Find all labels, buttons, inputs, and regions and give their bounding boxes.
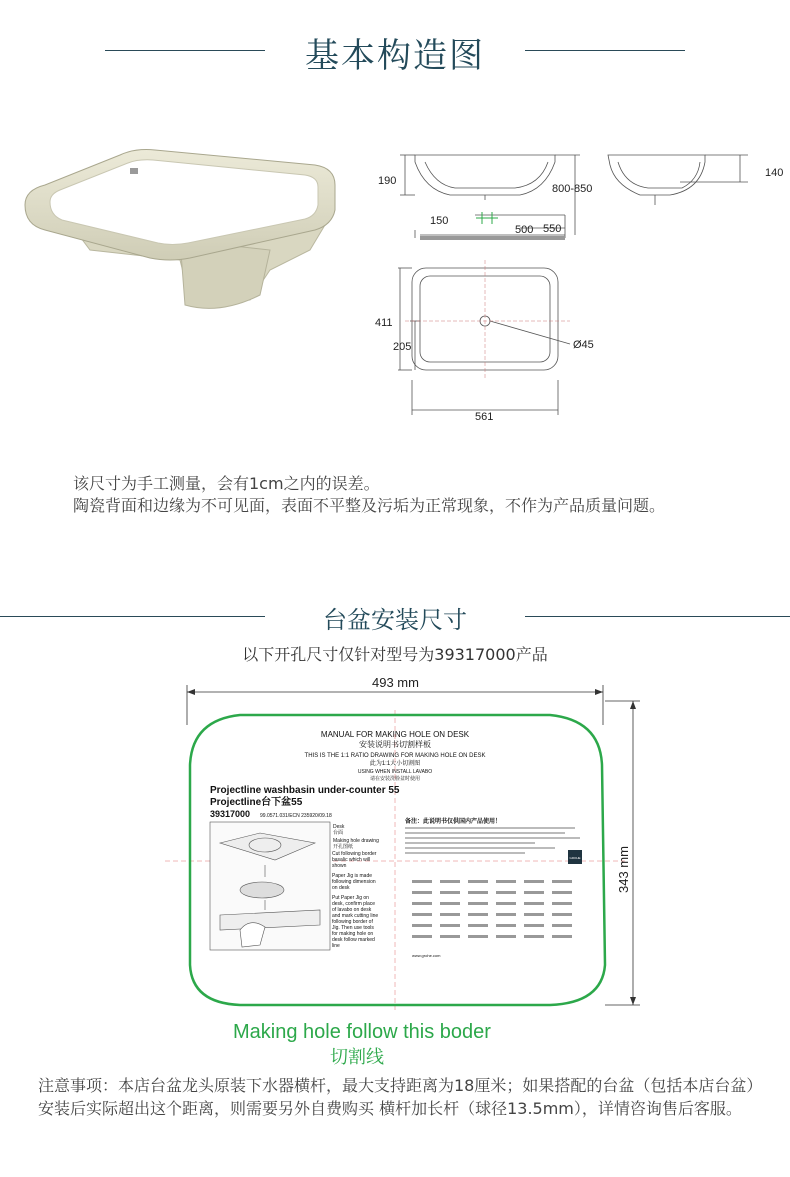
overflow-hole	[130, 168, 138, 174]
note-surface: 陶瓷背面和边缘为不可见面，表面不平整及污垢为正常现象，不作为产品质量问题。	[73, 496, 666, 515]
section1-title: 基本构造图	[305, 36, 485, 76]
icon-grid-cell	[552, 880, 572, 883]
icon-grid-cell	[468, 913, 488, 916]
icon-grid-cell	[440, 935, 460, 938]
icon-grid-cell	[524, 902, 544, 905]
icon-grid-cell	[440, 924, 460, 927]
using-en: USING WHEN INSTALL LAVABO	[357, 769, 433, 775]
product-code-ref: 99.0571.031/ECN 235920/09.18	[260, 813, 332, 819]
icon-grid-cell	[412, 891, 432, 894]
icon-grid-cell	[412, 935, 432, 938]
icon-grid-cell	[524, 880, 544, 883]
notice-lines	[405, 827, 580, 854]
step-put: Put Paper Jig on desk, confirm place of lavabo on desk and mark cutting line following border of Jig. Then use tools for making hole on desk follow marked line	[332, 895, 379, 949]
icon-grid-cell	[468, 891, 488, 894]
icon-grid-cell	[524, 935, 544, 938]
icon-grid-cell	[440, 913, 460, 916]
icon-grid-cell	[496, 880, 516, 883]
top-view-outer	[412, 268, 558, 370]
instruction-illustration	[210, 822, 330, 950]
dim-550: 550	[543, 223, 562, 235]
product-name-cn: Projectline台下盆55	[210, 797, 303, 808]
icon-grid-cell	[496, 913, 516, 916]
top-view-inner	[420, 276, 550, 362]
icon-grid-cell	[552, 935, 572, 938]
step-drawing: Making hole drawing	[333, 838, 379, 844]
brand-text: GROHE	[569, 856, 581, 860]
front-view-outline	[415, 155, 555, 195]
grohe-url: www.grohe.com	[412, 953, 441, 958]
icon-grid-cell	[552, 913, 572, 916]
dim-561: 561	[475, 411, 494, 423]
dim-800-850: 800-850	[552, 183, 593, 195]
width-label: 493 mm	[372, 675, 419, 690]
section2-title: 台盆安装尺寸	[323, 606, 467, 634]
manual-title-en: MANUAL FOR MAKING HOLE ON DESK	[320, 730, 470, 739]
step-drawing-cn: 开孔图纸	[333, 844, 354, 850]
icon-grid-cell	[468, 880, 488, 883]
dim-500: 500	[515, 224, 534, 236]
icon-grid-cell	[496, 902, 516, 905]
step-cut: Cut following border basalic which will shown	[332, 851, 377, 869]
title2-right-rule	[525, 616, 790, 617]
icon-grid-cell	[552, 924, 572, 927]
note-measurement: 该尺寸为手工测量，会有1cm之内的误差。	[73, 474, 380, 493]
using-cn: 请在安装洗脸盆时使用	[369, 776, 421, 782]
step-paper: Paper Jig is made following dimension on desk	[332, 873, 376, 891]
icon-grid-cell	[412, 913, 432, 916]
ratio-cn: 此为1:1大小切割图	[369, 761, 421, 767]
icon-grid-cell	[524, 924, 544, 927]
dim-411: 411	[375, 317, 393, 329]
basin-photo	[20, 130, 350, 330]
hole-template-drawing	[150, 665, 640, 1020]
icon-grid-cell	[440, 902, 460, 905]
step-desk-en: Desk	[333, 824, 345, 830]
icon-grid-cell	[496, 891, 516, 894]
floor-hatch	[420, 236, 565, 240]
product-code: 39317000	[210, 809, 251, 819]
icon-grid-cell	[412, 902, 432, 905]
icon-grid-cell	[552, 891, 572, 894]
product-name-en: Projectline washbasin under-counter 55	[210, 785, 400, 796]
dim-190: 190	[378, 175, 397, 187]
dim-140: 140	[765, 167, 784, 179]
cut-border-caption-cn: 切割线	[330, 1047, 384, 1068]
notice-cn: 备注：此说明书仅供国内产品使用！	[405, 819, 502, 825]
icon-grid-cell	[440, 880, 460, 883]
icon-grid-cell	[468, 924, 488, 927]
height-label: 343 mm	[616, 846, 631, 893]
section2-subtitle: 以下开孔尺寸仅针对型号为39317000产品	[242, 645, 548, 664]
step-desk-cn: 台面	[333, 830, 344, 836]
manual-title-cn: 安装说明书切割样板	[359, 740, 431, 749]
icon-grid-cell	[552, 902, 572, 905]
icon-grid-cell	[524, 891, 544, 894]
dim-150: 150	[430, 215, 449, 227]
icon-grid-cell	[496, 935, 516, 938]
title1-right-rule	[525, 50, 685, 51]
technical-drawing	[370, 140, 790, 430]
icon-grid-cell	[468, 935, 488, 938]
icon-grid-cell	[496, 924, 516, 927]
side-view-outline	[608, 155, 705, 195]
dim-205: 205	[393, 341, 412, 353]
icon-grid-cell	[412, 924, 432, 927]
icon-grid-cell	[524, 913, 544, 916]
ratio-en: THIS IS THE 1:1 RATIO DRAWING FOR MAKING HOLE ON DESK	[304, 753, 486, 759]
icon-grid-cell	[412, 880, 432, 883]
dim-phi45: Ø45	[573, 339, 594, 351]
icon-grid-cell	[440, 891, 460, 894]
icon-grid-cell	[468, 902, 488, 905]
cut-border-caption: Making hole follow this boder	[233, 1021, 491, 1043]
warning-icons-grid	[412, 880, 572, 938]
footer-note: 注意事项：本店台盆龙头原装下水器横杆，最大支持距离为18厘米；如果搭配的台盆（包括本店台盆）安装后实际超出这个距离，则需要另外自费购买 横杆加长杆（球径13.5mm），详情咨询售后客服。	[38, 1076, 763, 1118]
